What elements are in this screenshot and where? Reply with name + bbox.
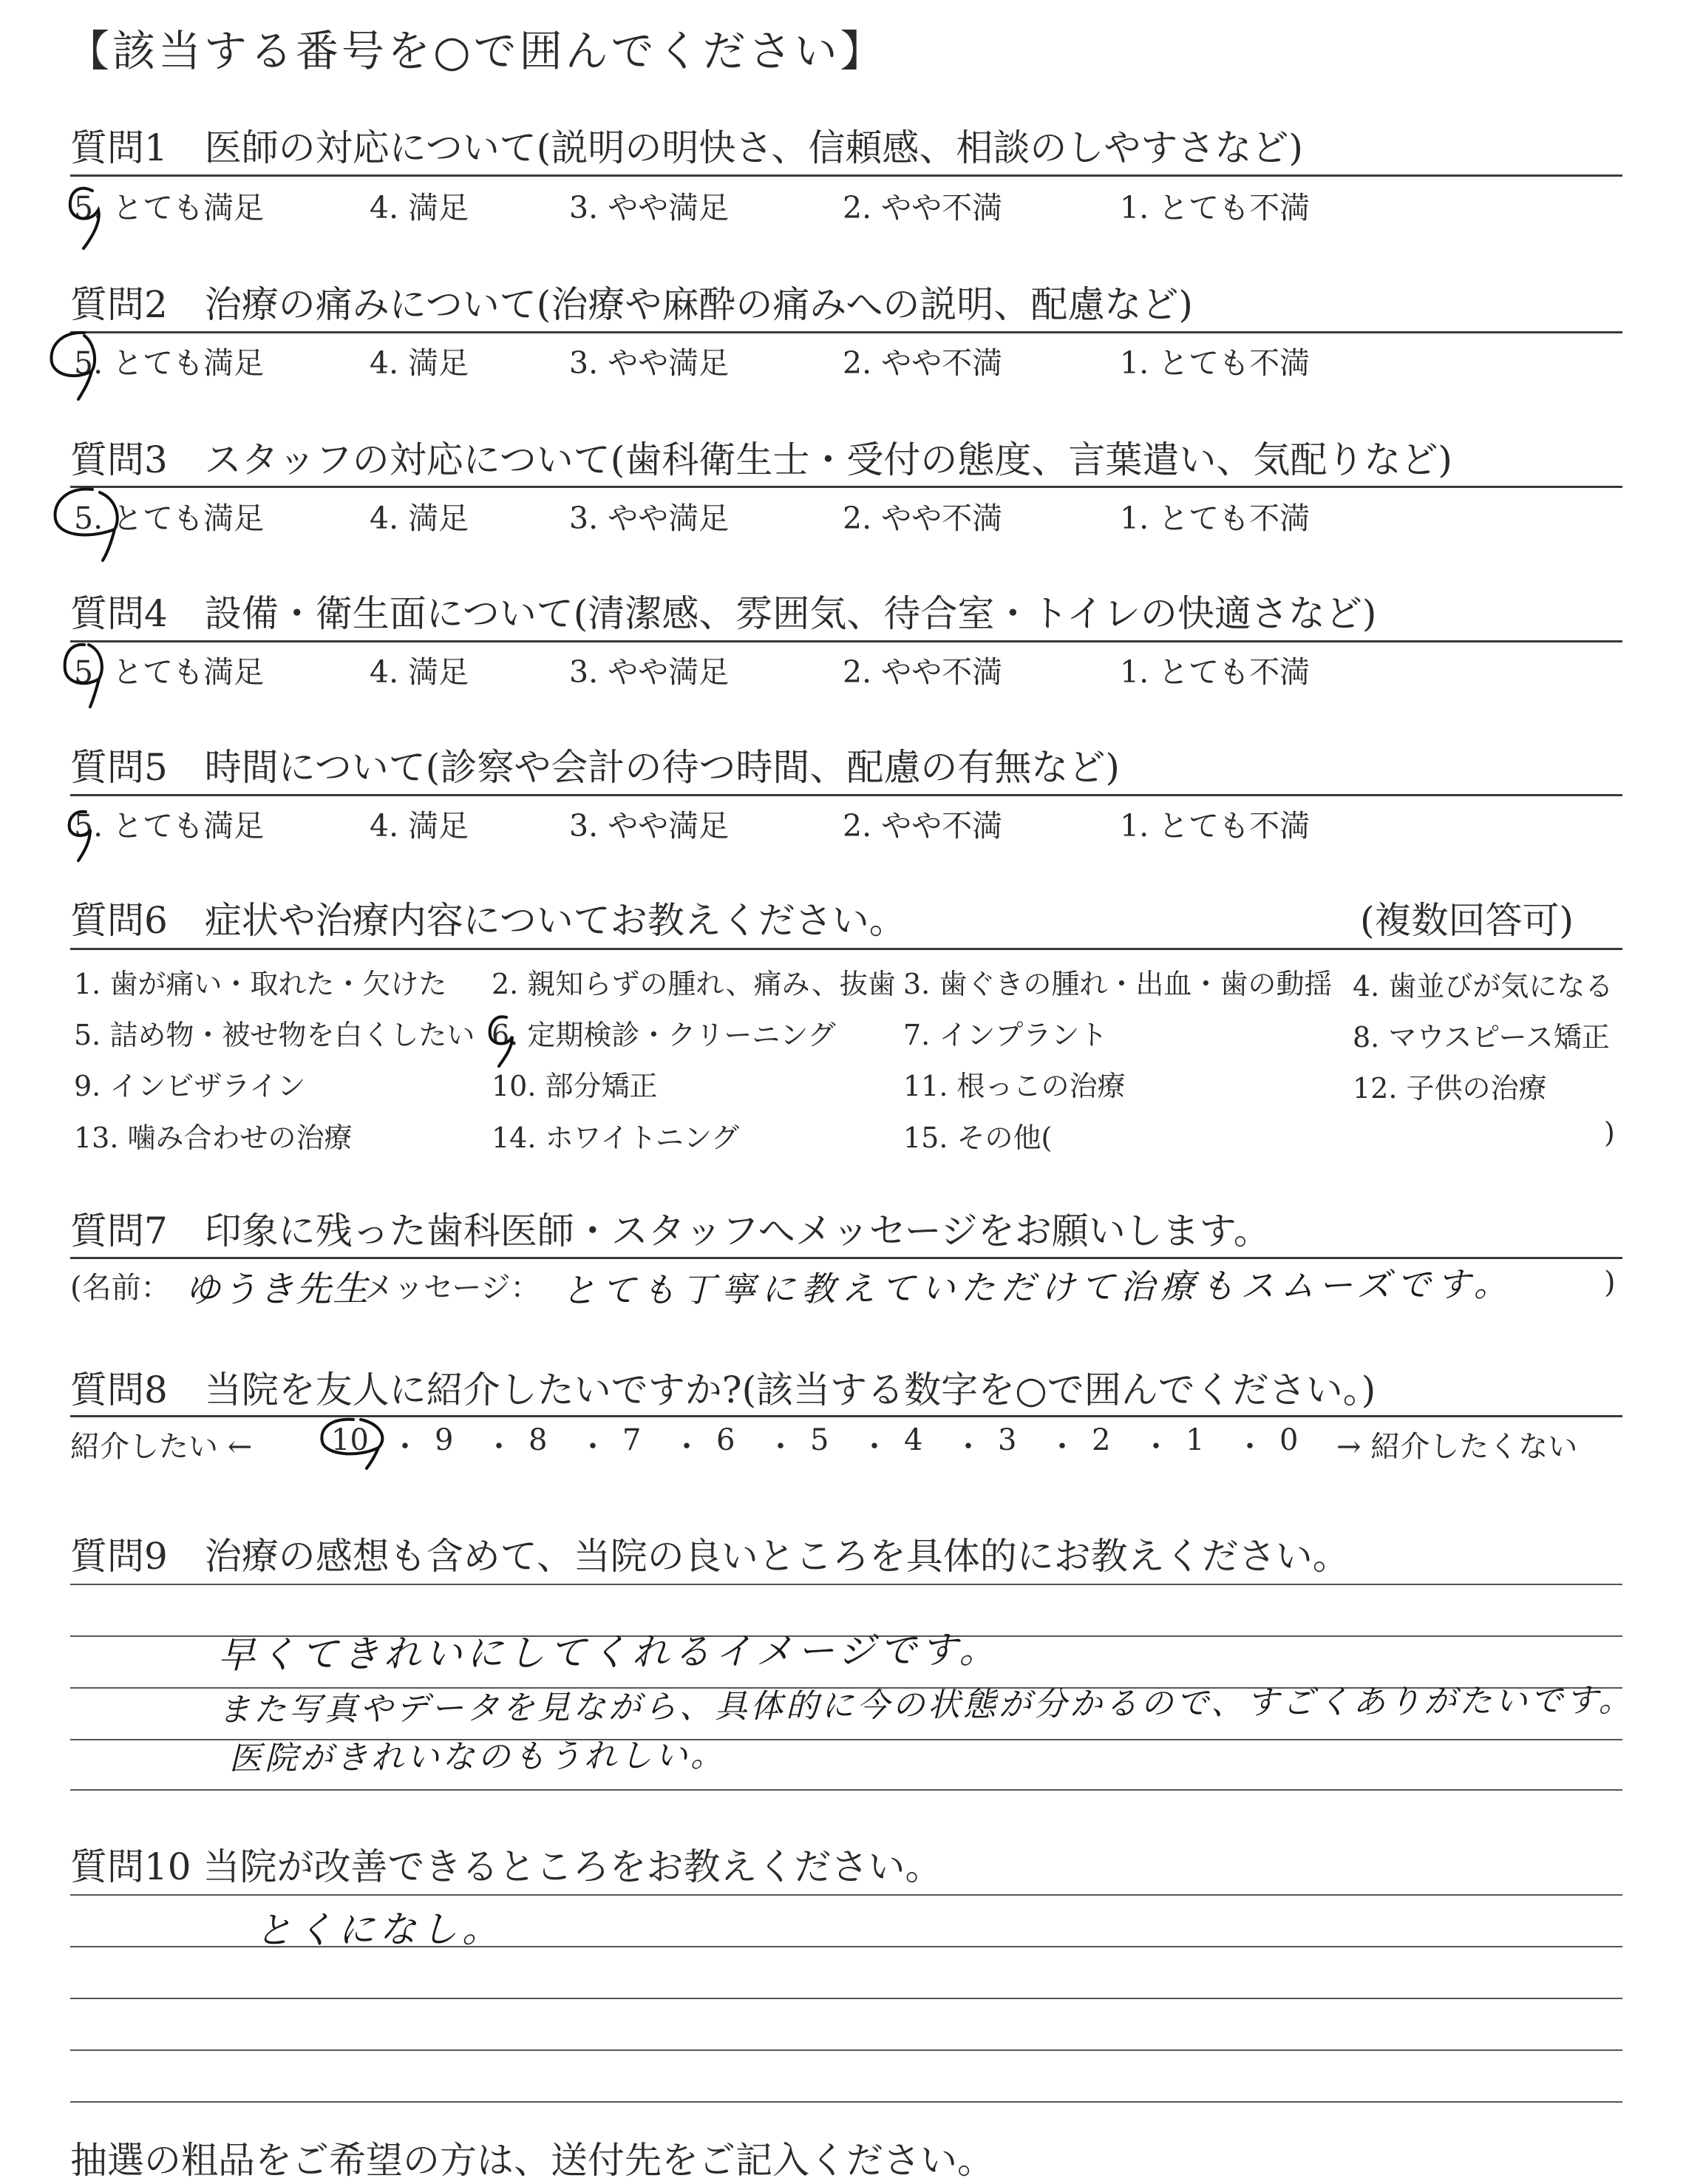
q8-scale-10[interactable]: 10 xyxy=(331,1423,369,1457)
q4-option-4[interactable]: 4. 満足 xyxy=(370,654,469,690)
q8-dot: ・ xyxy=(766,1430,795,1464)
q8-scale-7[interactable]: 7 xyxy=(622,1423,642,1457)
question-4-text: 質問4 設備・衛生面について(清潔感、雰囲気、待合室・トイレの快適さなど) xyxy=(70,592,1377,635)
q8-dot: ・ xyxy=(484,1430,514,1464)
question-1-text: 質問1 医師の対応について(説明の明快さ、信頼感、相談のしやすさなど) xyxy=(70,126,1303,169)
q4-option-5[interactable]: 5. とても満足 xyxy=(74,654,265,690)
q1-option-2[interactable]: 2. やや不満 xyxy=(843,190,1003,225)
q2-option-1[interactable]: 1. とても不満 xyxy=(1120,345,1311,381)
q8-dot: ・ xyxy=(390,1430,420,1464)
q4-option-1[interactable]: 1. とても不満 xyxy=(1120,654,1311,690)
q1-option-5[interactable]: 5. とても満足 xyxy=(74,190,265,225)
q6-option-2[interactable]: 2. 親知らずの腫れ、痛み、抜歯 xyxy=(492,968,896,1000)
q3-option-3[interactable]: 3. やや満足 xyxy=(569,501,730,536)
q6-option-15[interactable]: 15. その他( xyxy=(903,1122,1053,1154)
question-8-text: 質問8 当院を友人に紹介したいですか?(該当する数字を○で囲んでください。) xyxy=(70,1369,1376,1411)
q10-line xyxy=(70,2101,1622,2103)
question-10-text: 質問10 当院が改善できるところをお教えください。 xyxy=(70,1845,942,1888)
q8-scale-3[interactable]: 3 xyxy=(998,1423,1017,1457)
q10-answer-line-1[interactable]: とくになし。 xyxy=(254,1907,504,1953)
q6-option-1[interactable]: 1. 歯が痛い・取れた・欠けた xyxy=(74,968,447,1000)
q6-option-7[interactable]: 7. インプラント xyxy=(903,1019,1108,1051)
q4-option-2[interactable]: 2. やや不満 xyxy=(843,654,1003,690)
question-1-rule xyxy=(70,174,1622,177)
q3-option-2[interactable]: 2. やや不満 xyxy=(843,501,1003,536)
q5-option-2[interactable]: 2. やや不満 xyxy=(843,808,1003,844)
q6-option-12[interactable]: 12. 子供の治療 xyxy=(1353,1072,1547,1105)
q8-scale-5[interactable]: 5 xyxy=(810,1423,829,1457)
q8-scale-4[interactable]: 4 xyxy=(904,1423,923,1457)
q9-answer-line-2[interactable]: また写真やデータを見ながら、具体的に今の状態が分かるので、すごくありがたいです。 xyxy=(217,1681,1634,1729)
q4-option-3[interactable]: 3. やや満足 xyxy=(569,654,730,690)
q5-option-4[interactable]: 4. 満足 xyxy=(370,808,469,844)
question-8-rule xyxy=(70,1415,1622,1417)
q8-dot: ・ xyxy=(954,1430,983,1464)
q3-option-5[interactable]: 5. とても満足 xyxy=(74,501,265,536)
q10-line xyxy=(70,1894,1622,1896)
q6-option-3[interactable]: 3. 歯ぐきの腫れ・出血・歯の動揺 xyxy=(903,968,1333,1000)
q6-option-14[interactable]: 14. ホワイトニング xyxy=(492,1122,740,1154)
question-5-text: 質問5 時間について(診察や会計の待つ時間、配慮の有無など) xyxy=(70,746,1120,789)
q6-option-10[interactable]: 10. 部分矯正 xyxy=(492,1070,658,1102)
q7-message-label: メッセージ： xyxy=(364,1271,540,1305)
q8-scale-1[interactable]: 1 xyxy=(1186,1423,1205,1457)
q6-option-5[interactable]: 5. 詰め物・被せ物を白くしたい xyxy=(74,1019,475,1051)
q7-close-paren: ) xyxy=(1604,1266,1616,1300)
q8-scale-2[interactable]: 2 xyxy=(1092,1423,1111,1457)
question-6-text: 質問6 症状や治療内容についてお教えください。 xyxy=(70,899,906,942)
q2-option-3[interactable]: 3. やや満足 xyxy=(569,345,730,381)
q8-scale-6[interactable]: 6 xyxy=(716,1423,735,1457)
q3-option-4[interactable]: 4. 満足 xyxy=(370,501,469,536)
q6-option-8[interactable]: 8. マウスピース矯正 xyxy=(1353,1021,1610,1054)
question-2-text: 質問2 治療の痛みについて(治療や麻酔の痛みへの説明、配慮など) xyxy=(70,283,1193,326)
q1-option-4[interactable]: 4. 満足 xyxy=(370,190,469,225)
q2-option-2[interactable]: 2. やや不満 xyxy=(843,345,1003,381)
q6-option-15-close: ) xyxy=(1604,1116,1615,1149)
footer-note: 抽選の粗品をご希望の方は、送付先をご記入ください。 xyxy=(70,2139,994,2182)
q7-message-value[interactable]: とても丁寧に教えていただけて治療もスムーズです。 xyxy=(561,1264,1514,1311)
q6-option-13[interactable]: 13. 噛み合わせの治療 xyxy=(74,1122,353,1154)
q1-option-1[interactable]: 1. とても不満 xyxy=(1120,190,1311,225)
q10-line xyxy=(70,2049,1622,2051)
q8-left-label: 紹介したい ← xyxy=(70,1430,253,1464)
question-6-note: (複数回答可) xyxy=(1360,899,1574,942)
q5-option-1[interactable]: 1. とても不満 xyxy=(1120,808,1311,844)
q9-answer-line-3[interactable]: 医院がきれいなのもうれしい。 xyxy=(228,1736,727,1778)
q8-dot: ・ xyxy=(1047,1430,1077,1464)
question-6-rule xyxy=(70,948,1622,950)
q8-scale-9[interactable]: 9 xyxy=(435,1423,454,1457)
q9-line xyxy=(70,1789,1622,1791)
q6-option-4[interactable]: 4. 歯並びが気になる xyxy=(1353,970,1614,1003)
q8-dot: ・ xyxy=(1235,1430,1265,1464)
q5-option-3[interactable]: 3. やや満足 xyxy=(569,808,730,844)
q8-scale-8[interactable]: 8 xyxy=(528,1423,548,1457)
question-2-rule xyxy=(70,331,1622,333)
q5-option-5[interactable]: 5. とても満足 xyxy=(74,808,265,844)
q8-right-label: → 紹介したくない xyxy=(1336,1430,1578,1464)
question-3-text: 質問3 スタッフの対応について(歯科衛生士・受付の態度、言葉遣い、気配りなど) xyxy=(70,438,1452,481)
q6-option-9[interactable]: 9. インビザライン xyxy=(74,1070,306,1102)
q8-dot: ・ xyxy=(1141,1430,1171,1464)
question-9-text: 質問9 治療の感想も含めて、当院の良いところを具体的にお教えください。 xyxy=(70,1535,1350,1578)
q6-option-11[interactable]: 11. 根っこの治療 xyxy=(903,1070,1126,1102)
form-title: 【該当する番号を○で囲んでください】 xyxy=(67,26,886,76)
q2-option-4[interactable]: 4. 満足 xyxy=(370,345,469,381)
q10-line xyxy=(70,1998,1622,1999)
q9-answer-line-1[interactable]: 早くてきれいにしてくれるイメージです。 xyxy=(217,1628,1001,1677)
q2-option-5[interactable]: 5. とても満足 xyxy=(74,345,265,381)
q8-dot: ・ xyxy=(860,1430,889,1464)
q9-line xyxy=(70,1584,1622,1585)
q3-option-1[interactable]: 1. とても不満 xyxy=(1120,501,1311,536)
question-4-rule xyxy=(70,640,1622,642)
question-7-text: 質問7 印象に残った歯科医師・スタッフへメッセージをお願いします。 xyxy=(70,1210,1271,1252)
q1-option-3[interactable]: 3. やや満足 xyxy=(569,190,730,225)
q7-name-label: (名前： xyxy=(70,1271,171,1305)
q7-name-value[interactable]: ゆうき先生 xyxy=(184,1268,370,1311)
q6-option-6[interactable]: 6. 定期検診・クリーニング xyxy=(492,1019,836,1051)
q8-dot: ・ xyxy=(578,1430,608,1464)
question-5-rule xyxy=(70,794,1622,796)
q8-dot: ・ xyxy=(672,1430,701,1464)
question-3-rule xyxy=(70,486,1622,488)
q8-scale-0[interactable]: 0 xyxy=(1279,1423,1299,1457)
